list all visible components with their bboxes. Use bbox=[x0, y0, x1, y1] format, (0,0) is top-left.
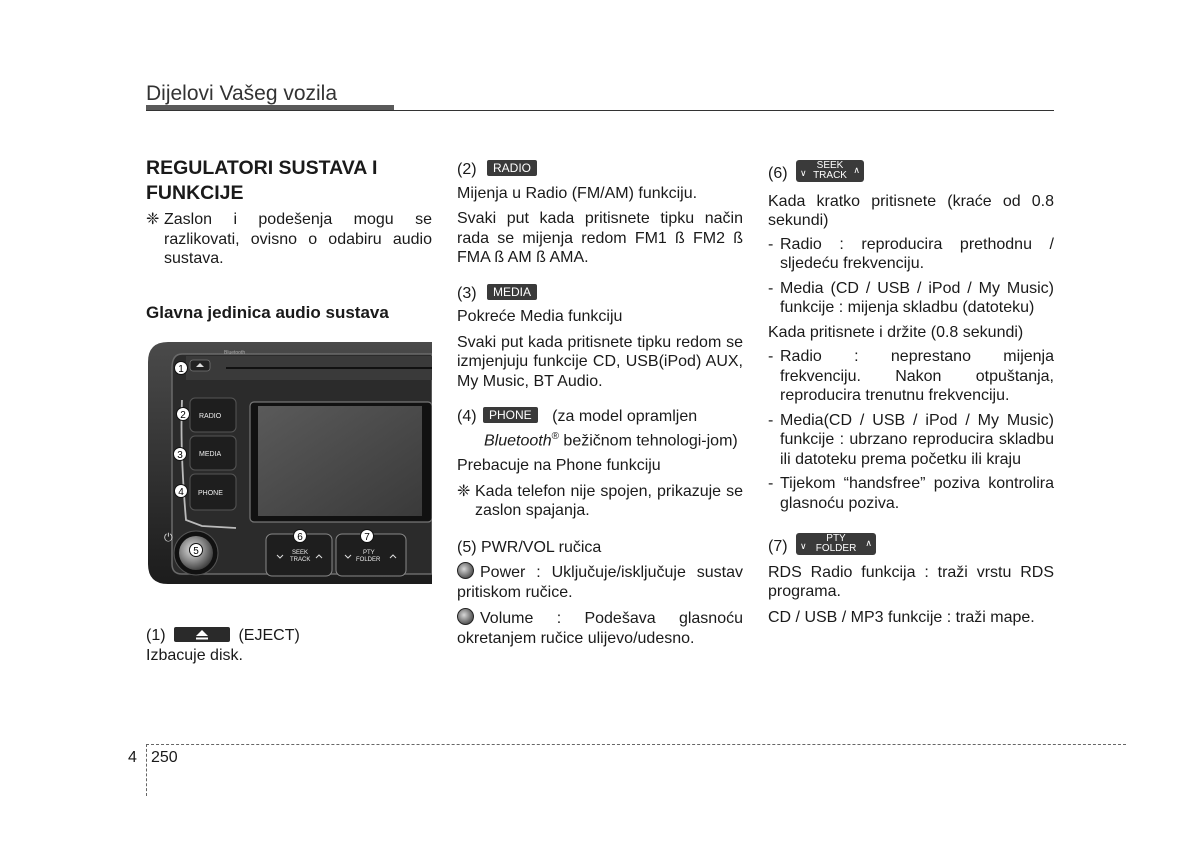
section-title: Dijelovi Vašeg vozila bbox=[146, 82, 338, 105]
eject-key-icon bbox=[174, 627, 230, 642]
item5-title: (5) PWR/VOL ručica bbox=[457, 538, 602, 556]
item4-note bbox=[457, 482, 743, 521]
pty-key-l1: PTY bbox=[826, 533, 846, 544]
callout-6-label: 6 bbox=[297, 532, 303, 543]
intro-note bbox=[146, 210, 432, 269]
item6-p2: Kada pritisnete i držite (0.8 sekundi) bbox=[768, 323, 1024, 341]
disc-slot bbox=[226, 367, 432, 369]
note-mark-icon: ❈ bbox=[146, 211, 160, 228]
item7-p1: RDS Radio funkcija : traži vrstu RDS programa. bbox=[768, 563, 1054, 600]
phone-hw-label: PHONE bbox=[198, 490, 223, 497]
callout-5 bbox=[190, 544, 203, 558]
knob-icon bbox=[457, 608, 474, 625]
pty-folder-key-icon: ∨ PTY FOLDER ∧ bbox=[796, 533, 876, 555]
header-rule-thin bbox=[146, 110, 1054, 111]
item7-num: (7) bbox=[768, 538, 788, 555]
callout-1 bbox=[175, 362, 188, 376]
item5-p1: Power : Uključuje/isključuje sustav pritiskom ručice. bbox=[457, 564, 743, 601]
bluetooth-logo: Bluetooth bbox=[224, 350, 246, 356]
callout-2-label: 2 bbox=[180, 410, 186, 421]
callout-2 bbox=[177, 408, 190, 422]
item6-d1: - Radio : reproducira prethodnu / sljedeću frekvenciju. bbox=[768, 235, 1054, 272]
eject-num: (1) bbox=[146, 627, 166, 644]
item6-d4: - Media(CD / USB / iPod / My Music) funkcije : ubrzano reproducira skladbu ili datoteku prema početku ili kraju bbox=[768, 411, 1054, 468]
radio-hw-label: RADIO bbox=[199, 413, 222, 420]
item4-p2: Prebacuje na Phone funkciju bbox=[457, 457, 661, 475]
seek-key-l1: SEEK bbox=[816, 160, 844, 171]
sub-heading: Glavna jedinica audio sustava bbox=[146, 302, 389, 322]
track-hw-label: TRACK bbox=[290, 557, 311, 563]
callout-3 bbox=[174, 448, 187, 462]
item2-p1: Mijenja u Radio (FM/AM) funkciju. bbox=[457, 184, 698, 202]
callout-5-label: 5 bbox=[193, 546, 199, 557]
callout-7 bbox=[361, 530, 374, 544]
callout-1-label: 1 bbox=[178, 364, 184, 375]
main-heading: REGULATORI SUSTAVA I FUNKCIJE bbox=[146, 157, 378, 204]
eject-item bbox=[146, 626, 432, 665]
media-key-icon: MEDIA bbox=[487, 284, 537, 300]
radio-key-icon: RADIO bbox=[487, 160, 537, 176]
callout-3-label: 3 bbox=[177, 450, 183, 461]
item4-p1c: bežičnom tehnologi-jom) bbox=[558, 431, 738, 449]
column-1 bbox=[146, 156, 432, 322]
pty-key-l2: FOLDER bbox=[815, 543, 857, 554]
display-screen bbox=[258, 406, 422, 516]
item3-num: (3) bbox=[457, 284, 477, 302]
item2-num: (2) bbox=[457, 161, 477, 178]
column-2 bbox=[457, 160, 743, 654]
item6-d2: - Media (CD / USB / iPod / My Music) funkcije : mijenja skladbu (datoteku) bbox=[768, 279, 1054, 316]
callout-4 bbox=[175, 485, 188, 499]
eject-label: (EJECT) bbox=[238, 627, 300, 644]
chapter-number: 4 bbox=[128, 749, 137, 766]
item3-p1: Pokreće Media funkciju bbox=[457, 308, 623, 325]
note-mark-icon: ❈ bbox=[457, 482, 471, 500]
phone-key-icon: PHONE bbox=[483, 407, 538, 423]
item5-p2: Volume : Podešava glasnoću okretanjem ručice ulijevo/udesno. bbox=[457, 610, 743, 647]
audio-unit-illustration bbox=[146, 340, 432, 584]
seek-key-l2: TRACK bbox=[813, 170, 847, 181]
item6-p1: Kada kratko pritisnete (kraće od 0.8 sekundi) bbox=[768, 192, 1054, 229]
callout-6 bbox=[294, 530, 307, 544]
item7-p2: CD / USB / MP3 funkcije : traži mape. bbox=[768, 608, 1035, 626]
item3-p2: Svaki put kada pritisnete tipku redom se izmjenjuju funkcije CD, USB(iPod) AUX, My Music, BT Audio. bbox=[457, 333, 743, 390]
item4-num: (4) bbox=[457, 408, 477, 425]
item4-reg: ® bbox=[551, 430, 559, 442]
power-symbol-icon: ⏻ bbox=[164, 531, 173, 544]
knob-icon bbox=[457, 562, 474, 579]
pty-hw-label: PTY bbox=[363, 550, 375, 556]
item6-d5: - Tijekom “handsfree” poziva kontrolira glasnoću poziva. bbox=[768, 475, 1054, 512]
intro-note-text: Zaslon i podešenja mogu se razlikovati, ovisno o odabiru audio sustava. bbox=[164, 211, 432, 267]
item4-bluetooth: Bluetooth bbox=[484, 431, 552, 449]
footer-rule bbox=[146, 744, 1126, 745]
callout-7-label: 7 bbox=[364, 532, 370, 543]
media-hw-label: MEDIA bbox=[199, 451, 222, 458]
item6-d3: - Radio : neprestano mijenja frekvenciju. Nakon otpuštanja, reproducira trenutnu frekvenciju. bbox=[768, 348, 1054, 404]
page-number: 250 bbox=[151, 749, 178, 766]
footer-vrule bbox=[146, 744, 147, 796]
item6-num: (6) bbox=[768, 165, 788, 182]
seek-hw-label: SEEK bbox=[292, 550, 309, 556]
folder-hw-label: FOLDER bbox=[356, 557, 381, 563]
callout-4-label: 4 bbox=[178, 487, 184, 498]
column-3 bbox=[768, 160, 1054, 633]
item4-note-text: Kada telefon nije spojen, prikazuje se zaslon spajanja. bbox=[475, 482, 743, 520]
seek-track-key-icon: ∨ SEEK TRACK ∧ bbox=[796, 160, 864, 182]
item2-p2: Svaki put kada pritisnete tipku način rada se mijenja redom FM1 ß FM2 ß FMA ß AM ß AMA. bbox=[457, 210, 743, 266]
item4-p1a: (za model opramljen bbox=[552, 408, 698, 425]
eject-desc: Izbacuje disk. bbox=[146, 646, 243, 664]
